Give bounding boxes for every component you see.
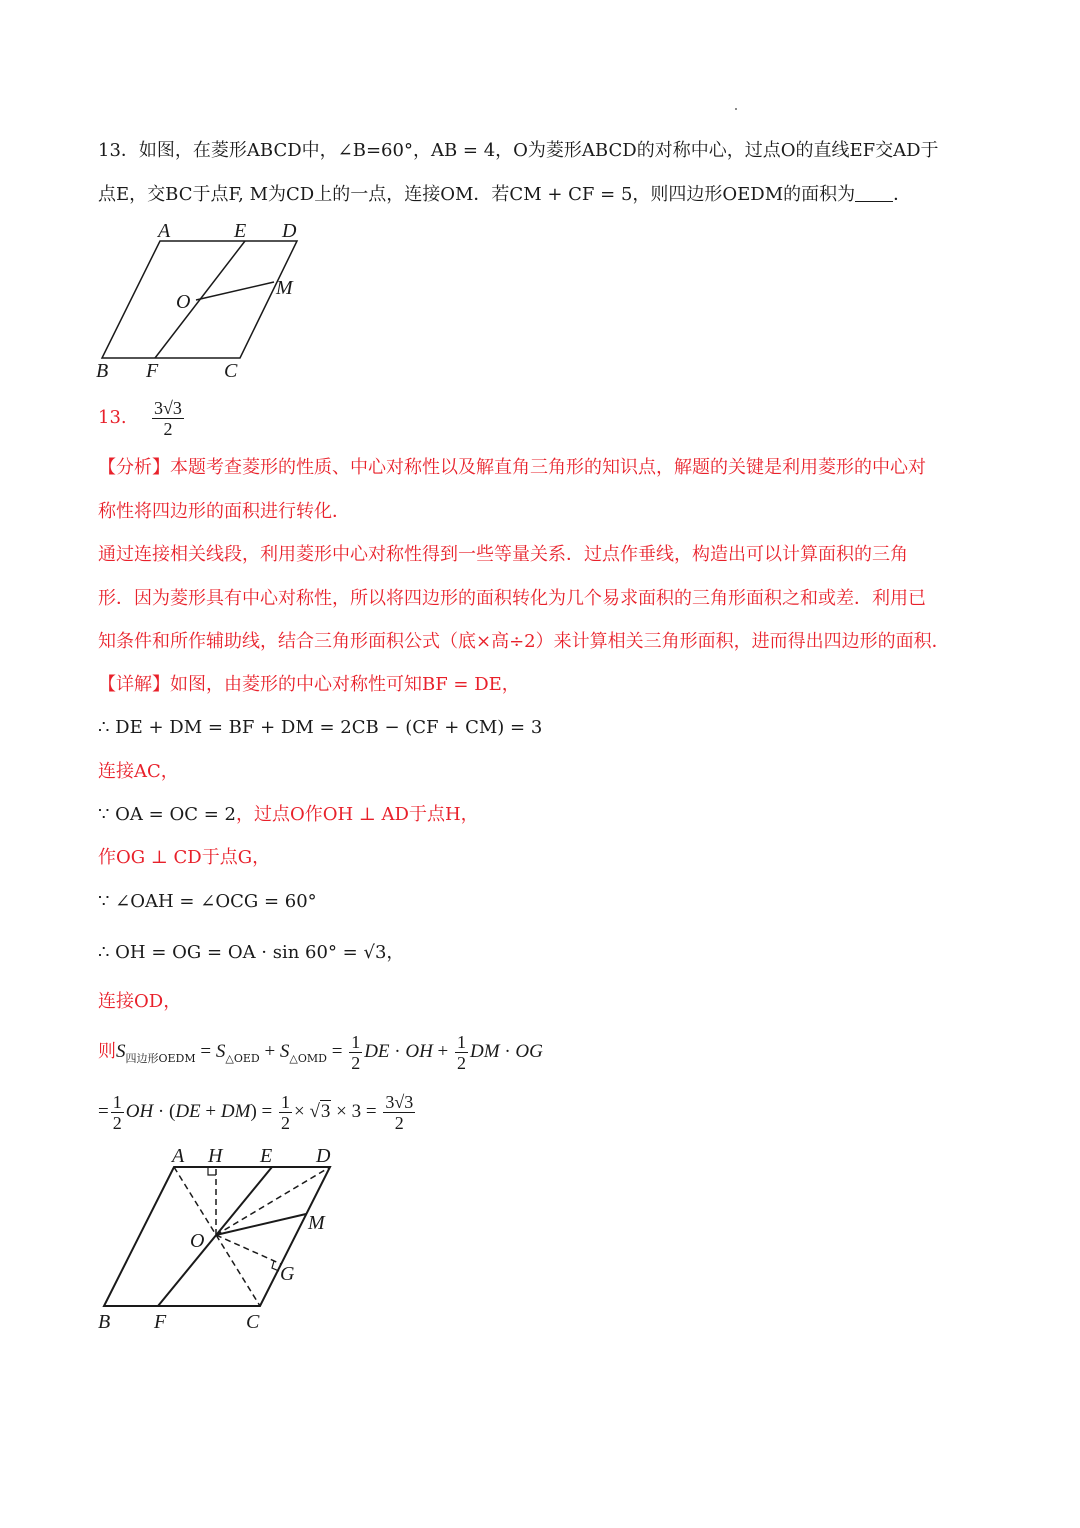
- problem-line-1: 13．如图，在菱形ABCD中，∠B=60°，AB = 4，O为菱形ABCD的对称中心，过点O的直线EF交AD于: [98, 140, 939, 161]
- fig2-label-F: F: [154, 1311, 167, 1333]
- problem-line-2-end: ．: [893, 184, 912, 205]
- answer-blank: [855, 183, 893, 202]
- answer-line: [98, 396, 186, 440]
- analysis-line-3: 通过连接相关线段，利用菱形中心对称性得到一些等量关系．过点作垂线，构造出可以计算面积的三角: [98, 544, 908, 565]
- fig1-label-C: C: [224, 360, 238, 382]
- fig2-label-O: O: [190, 1230, 205, 1252]
- fig1-label-M: M: [276, 277, 293, 299]
- fig1-label-A: A: [158, 220, 171, 242]
- detail-line-2: ∴ DE + DM = BF + DM = 2CB − (CF + CM) = 3: [98, 717, 543, 738]
- fig1-label-F: F: [146, 360, 159, 382]
- detail-line-7: ∴ OH = OG = OA · sin 60° = √3，: [98, 942, 405, 963]
- problem-line-2-text: 点E，交BC于点F, M为CD上的一点，连接OM．若CM + CF = 5，则四边形OEDM的面积为: [98, 184, 856, 205]
- detail-line-10: = $\frac{1}{2}$ OH · (DE + DM) = $\frac{1}{2}$ × √3 × 3 = $\frac{3√3}{2}$: [98, 1091, 414, 1133]
- analysis-line-1: 【分析】本题考查菱形的性质、中心对称性以及解直角三角形的知识点，解题的关键是利用菱形的中心对: [98, 457, 926, 478]
- detail-line-4: ∵ OA = OC = 2，过点O作OH ⊥ AD于点H，: [98, 804, 479, 825]
- answer-fraction: $\frac{3√3}{2}$: [154, 397, 182, 439]
- figure-2-rhombus-auxiliary: [94, 1140, 354, 1335]
- fig2-label-M: M: [308, 1212, 325, 1234]
- detail-line-1: 【详解】如图，由菱形的中心对称性可知BF = DE，: [98, 674, 520, 695]
- fig1-label-O: O: [176, 291, 191, 313]
- fig2-label-C: C: [246, 1311, 260, 1333]
- detail-tag: 【详解】: [98, 674, 170, 695]
- analysis-line-2: 称性将四边形的面积进行转化．: [98, 501, 350, 522]
- figure-1-rhombus: [92, 218, 332, 383]
- answer-number: 13.: [98, 407, 127, 428]
- fig2-label-E: E: [260, 1145, 273, 1167]
- fig2-label-H: H: [208, 1145, 223, 1167]
- analysis-line-4: 形．因为菱形具有中心对称性，所以将四边形的面积转化为几个易求面积的三角形面积之和或差．利用已: [98, 588, 926, 609]
- detail-line-9: 则$S_{四边形OEDM} = S_{\triangle OED} + S_{\triangle OMD}$ = $\frac{1}{2}$ DE · OH + $\frac{1}{2}$ DM · OG: [98, 1031, 543, 1073]
- fig1-label-B: B: [96, 360, 109, 382]
- fig1-label-D: D: [282, 220, 297, 242]
- problem-line-2: [98, 182, 911, 208]
- fig2-label-A: A: [172, 1145, 185, 1167]
- fig1-label-E: E: [234, 220, 247, 242]
- fig2-label-B: B: [98, 1311, 111, 1333]
- stray-dot: [735, 108, 737, 110]
- fig2-label-G: G: [280, 1263, 295, 1285]
- detail-line-6: ∵ ∠OAH = ∠OCG = 60°: [98, 891, 317, 912]
- analysis-line-5: 知条件和所作辅助线，结合三角形面积公式（底×高÷2）来计算相关三角形面积，进而得出四边形的面积．: [98, 631, 950, 652]
- fig2-label-D: D: [316, 1145, 331, 1167]
- analysis-tag: 【分析】: [98, 457, 170, 478]
- detail-line-3: 连接AC，: [98, 761, 179, 782]
- detail-line-5: 作OG ⊥ CD于点G，: [98, 847, 271, 868]
- detail-line-8: 连接OD，: [98, 991, 182, 1012]
